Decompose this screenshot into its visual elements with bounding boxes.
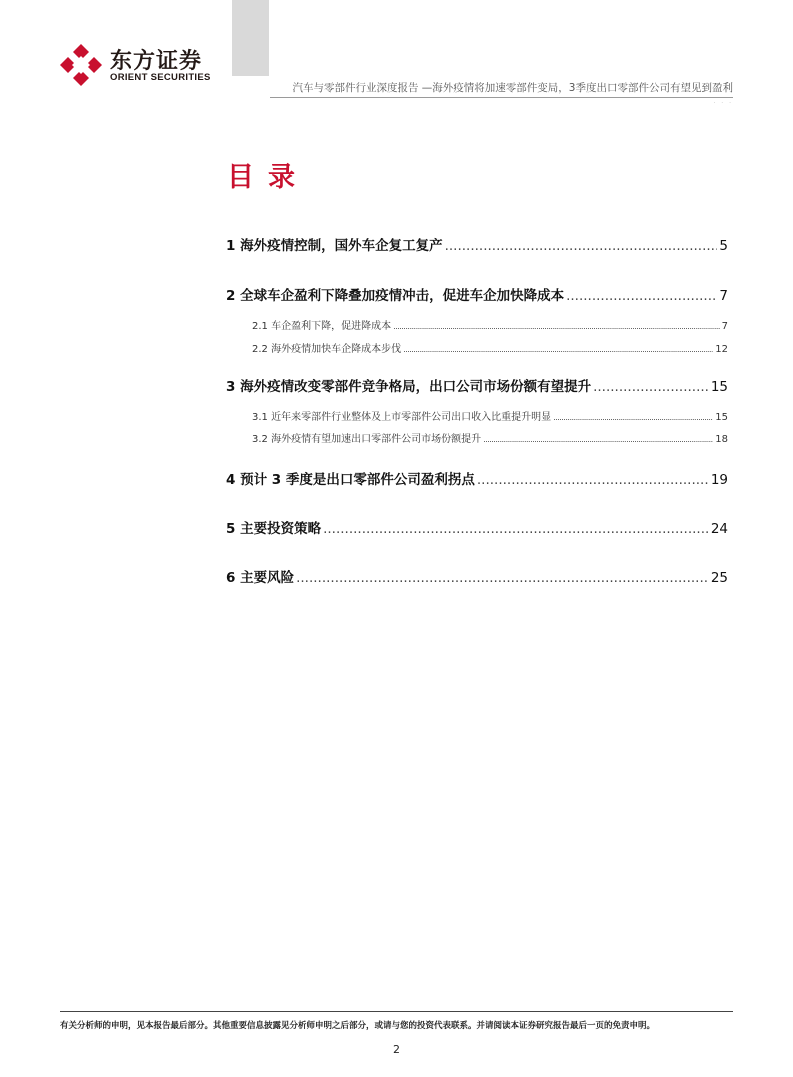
header-gray-band (232, 0, 269, 76)
toc-leader-dots (566, 288, 717, 304)
toc-entry[interactable] (252, 430, 728, 445)
toc-entry-page: 12 (715, 344, 728, 355)
toc-entry-label: 5 主要投资策略 (226, 521, 322, 537)
toc-entry[interactable] (226, 284, 728, 304)
toc-leader-dots (393, 322, 720, 331)
toc-entry[interactable] (226, 375, 728, 395)
toc-entry-label: 2 全球车企盈利下降叠加疫情冲击，促进车企加快降成本 (226, 288, 565, 304)
toc-entry[interactable] (252, 340, 728, 355)
toc-leader-dots (296, 570, 709, 586)
orient-logo-icon (58, 42, 104, 88)
header-divider (270, 97, 733, 98)
footer-disclaimer: 有关分析师的申明，见本报告最后部分。其他重要信息披露见分析师申明之后部分，或请与您的投资代表联系。并请阅读本证券研究报告最后一页的免责申明。 (60, 1021, 656, 1031)
brand-name-cn: 东方证券 (110, 49, 203, 74)
report-title: 汽车与零部件行业深度报告 —海外疫情将加速零部件变局，3季度出口零部件公司有望见到盈利 (292, 82, 733, 94)
toc-entry[interactable] (226, 234, 728, 254)
toc-entry-label: 3.2 海外疫情有望加速出口零部件公司市场份额提升 (252, 434, 482, 445)
toc-title: 目录 (227, 162, 309, 193)
toc-leader-dots (445, 238, 718, 254)
brand-logo (58, 42, 228, 88)
toc-leader-dots (553, 413, 713, 422)
toc-entry-page: 25 (710, 570, 728, 586)
toc-entry[interactable] (226, 566, 728, 586)
toc-entry-label: 2.1 车企盈利下降，促进降成本 (252, 321, 392, 332)
toc-entry-page: 7 (719, 288, 728, 304)
toc-entry-page: 15 (710, 379, 728, 395)
toc-entry-page: 19 (710, 472, 728, 488)
toc-entry-page: 7 (721, 321, 728, 332)
toc-entry-page: 15 (715, 412, 728, 423)
page-number: 2 (393, 1043, 400, 1056)
header-ornament: · · · (713, 100, 733, 107)
toc-entry[interactable] (252, 317, 728, 332)
toc-leader-dots (477, 472, 709, 488)
toc-entry-label: 4 预计 3 季度是出口零部件公司盈利拐点 (226, 472, 475, 488)
toc-leader-dots (483, 435, 713, 444)
toc-leader-dots (323, 521, 709, 537)
toc-entry[interactable] (252, 408, 728, 423)
toc-entry-page: 5 (719, 238, 728, 254)
toc-entry-label: 2.2 海外疫情加快车企降成本步伐 (252, 344, 402, 355)
toc-entry-label: 1 海外疫情控制，国外车企复工复产 (226, 238, 443, 254)
footer-divider (60, 1011, 733, 1012)
toc-entry-label: 3 海外疫情改变零部件竞争格局，出口公司市场份额有望提升 (226, 379, 592, 395)
toc-entry-page: 24 (710, 521, 728, 537)
toc-leader-dots (593, 379, 709, 395)
brand-name-en: ORIENT SECURITIES (110, 72, 211, 83)
toc-entry[interactable] (226, 468, 728, 488)
toc-entry-page: 18 (715, 434, 728, 445)
toc-leader-dots (403, 345, 713, 354)
toc-entry-label: 6 主要风险 (226, 570, 295, 586)
toc-entry-label: 3.1 近年来零部件行业整体及上市零部件公司出口收入比重提升明显 (252, 412, 552, 423)
toc-entry[interactable] (226, 517, 728, 537)
